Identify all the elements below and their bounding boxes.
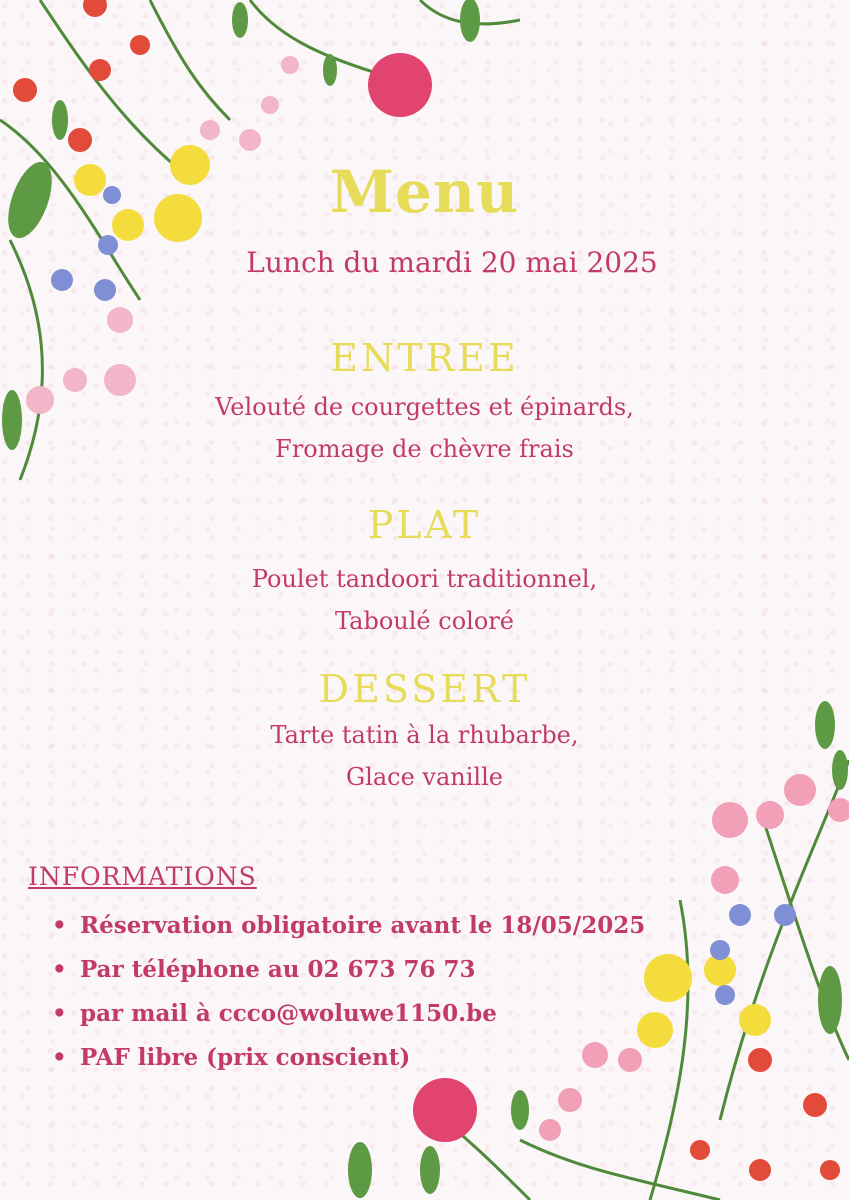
dessert-line-2: Glace vanille xyxy=(346,763,503,791)
info-item-reservation xyxy=(52,904,645,948)
bullet-icon: • xyxy=(52,912,67,939)
plat-line-1: Poulet tandoori traditionnel, xyxy=(251,565,598,593)
bullet-icon: • xyxy=(52,1044,67,1071)
informations-list xyxy=(52,904,645,1080)
menu-title: Menu xyxy=(329,158,520,226)
info-item-price xyxy=(52,1036,645,1080)
menu-subtitle: Lunch du mardi 20 mai 2025 xyxy=(246,246,658,279)
entree-heading: ENTREE xyxy=(330,336,519,380)
info-item-text: Par téléphone au 02 673 76 73 xyxy=(80,956,476,983)
dessert-line-1: Tarte tatin à la rhubarbe, xyxy=(270,721,579,749)
plat-line-2: Taboulé coloré xyxy=(335,607,514,635)
entree-line-2: Fromage de chèvre frais xyxy=(275,435,574,463)
info-item-text: Réservation obligatoire avant le 18/05/2025 xyxy=(80,912,646,939)
plat-heading: PLAT xyxy=(367,503,482,547)
bullet-icon: • xyxy=(52,1000,67,1027)
info-item-text: par mail à ccco@woluwe1150.be xyxy=(80,1000,497,1027)
info-item-text: PAF libre (prix conscient) xyxy=(80,1044,411,1071)
bullet-icon: • xyxy=(52,956,67,983)
dessert-heading: DESSERT xyxy=(318,667,531,711)
info-item-phone xyxy=(52,948,645,992)
entree-line-1: Velouté de courgettes et épinards, xyxy=(215,393,634,421)
informations-heading: INFORMATIONS xyxy=(28,862,257,891)
info-item-email xyxy=(52,992,645,1036)
